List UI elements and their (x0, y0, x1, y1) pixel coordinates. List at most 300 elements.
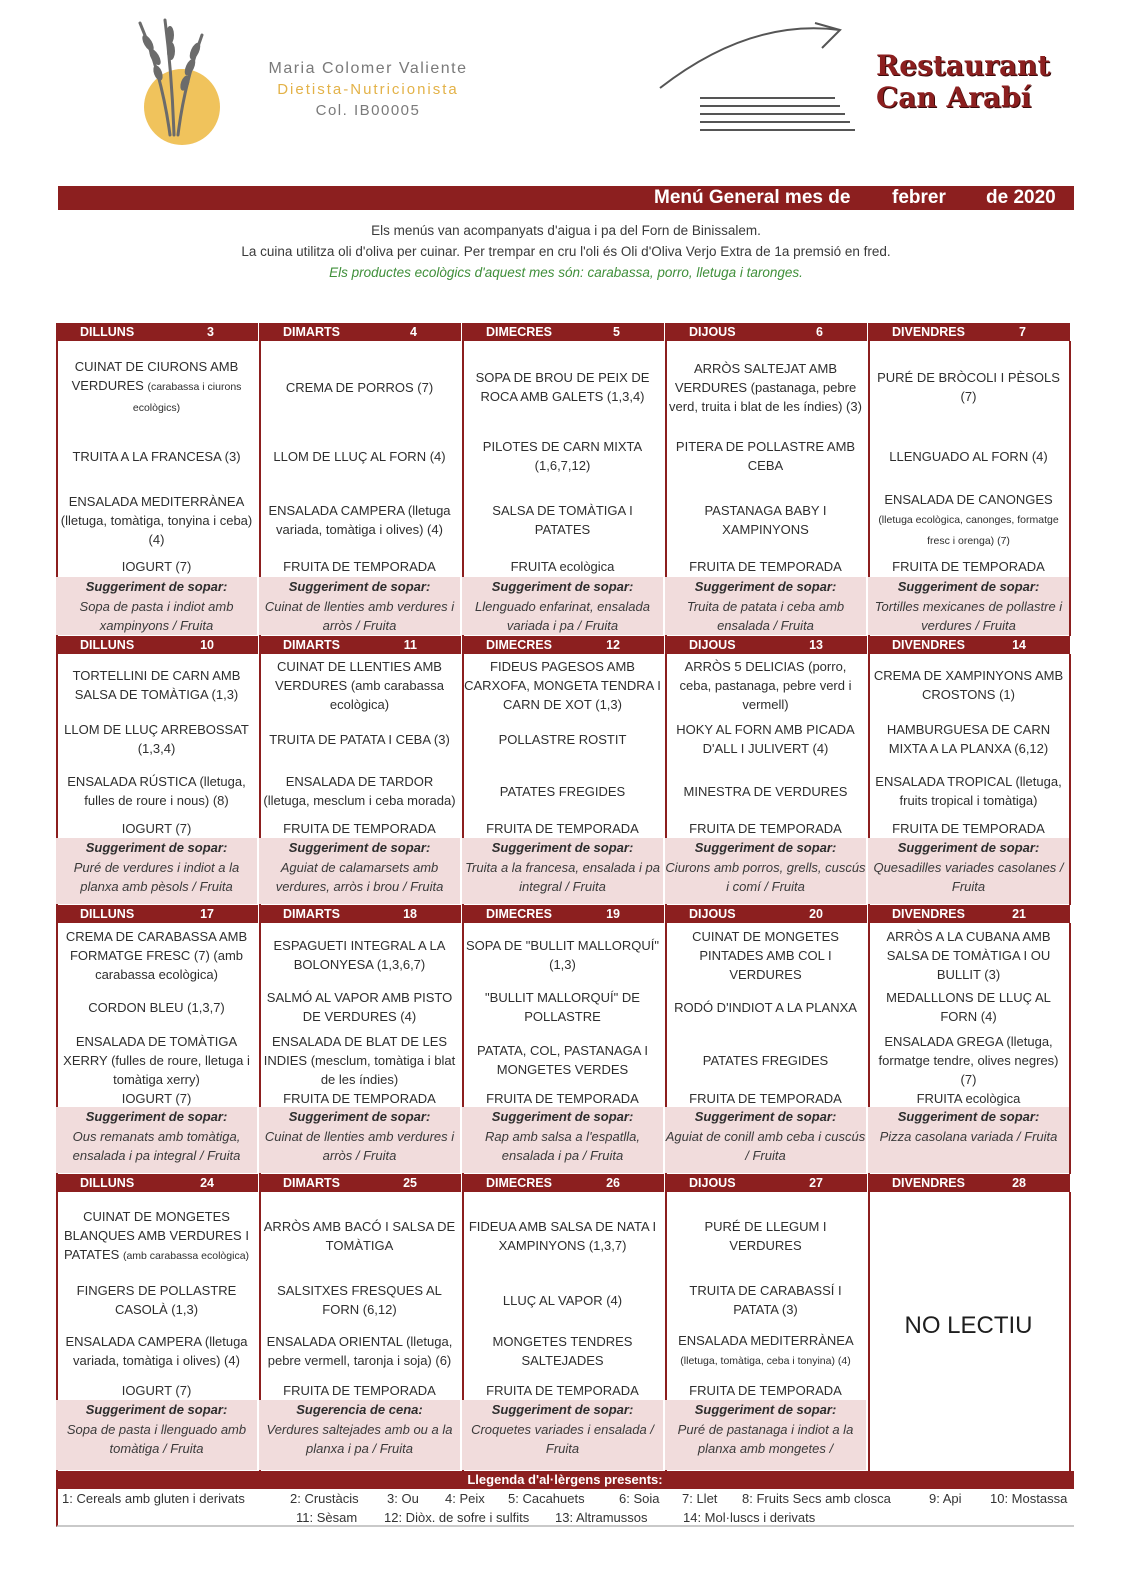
dessert (462, 818, 663, 838)
dish-text: HAMBURGUESA DE CARN MIXTA A LA PLANXA (6,12) (886, 722, 1051, 756)
day-name: DIMECRES (486, 638, 552, 652)
dish-3 (665, 764, 866, 818)
day-header (56, 905, 259, 923)
dinner-suggestion-text: Tortilles mexicanes de pollastre i verdures / Fruita (874, 599, 1063, 633)
day-date: 3 (207, 325, 214, 339)
dietitian-role: Dietista-Nutricionista (277, 81, 459, 98)
dish-text: POLLASTRE ROSTIT (498, 731, 627, 747)
day-date: 25 (403, 1176, 417, 1190)
dietitian-name: Maria Colomer Valiente (268, 60, 468, 77)
day-header (868, 1174, 1071, 1192)
dish-text: PILOTES DE CARN MIXTA (1,6,7,12) (482, 439, 643, 473)
dish-text-wrap (464, 1041, 661, 1079)
dish-text-wrap (703, 1051, 828, 1070)
dish-text-wrap (122, 1089, 192, 1108)
dish-text-wrap (917, 1089, 1021, 1108)
allergen-legend (56, 1489, 1074, 1527)
dish-text-wrap (122, 557, 192, 576)
dish-text-wrap (870, 1032, 1067, 1089)
dish-2 (56, 1278, 257, 1322)
day-header (462, 905, 665, 923)
menu-title-bar (58, 186, 1074, 210)
dish-text: PURÉ DE BRÒCOLI I PÈSOLS (7) (877, 370, 1060, 404)
dish-text: CUINAT DE MONGETES PINTADES AMB COL I VERDURES (692, 928, 839, 982)
day-header (462, 1174, 665, 1192)
dish-text-wrap (58, 720, 255, 758)
dish-note: (carabassa i ciurons ecològics) (132, 380, 242, 414)
dish-2 (259, 983, 460, 1031)
dish-1 (868, 925, 1069, 985)
dish-note: (lletuga ecològica, canonges, formatge fresc i orenga) (7) (878, 513, 1059, 547)
dish-3 (56, 1031, 257, 1089)
dish-2 (665, 983, 866, 1031)
dish-text: LLUÇ AL VAPOR (4) (502, 1292, 623, 1308)
dish-text-wrap (500, 782, 625, 801)
dish-text-wrap (667, 359, 864, 416)
dish-text-wrap (667, 501, 864, 539)
dish-3 (868, 764, 1069, 818)
dish-text-wrap (72, 447, 240, 466)
restaurant-name-line1: Restaurant (876, 49, 1051, 82)
dish-text: PURÉ DE LLEGUM I VERDURES (704, 1219, 827, 1253)
dish-text-wrap (870, 720, 1067, 758)
dish-text: ENSALADA CAMPERA (lletuga variada, tomàtiga i olives) (4) (268, 503, 451, 537)
dinner-suggestion-text: Truita de patata i ceba amb ensalada / Fruita (686, 599, 845, 633)
dish-text-wrap (58, 927, 255, 984)
day-column (56, 1174, 259, 1471)
dinner-suggestion (868, 577, 1069, 635)
dish-2 (462, 714, 663, 764)
day-date: 19 (606, 907, 620, 921)
dish-3 (462, 1031, 663, 1089)
dish-3 (462, 1322, 663, 1380)
dish-3 (259, 1322, 460, 1380)
dish-text-wrap (261, 772, 458, 810)
dinner-suggestion-heading: Suggeriment de sopar: (85, 1109, 228, 1124)
week-row (56, 1174, 1074, 1471)
legend-item: 9: Api (929, 1491, 962, 1506)
dish-text-wrap (892, 557, 1045, 576)
dinner-suggestion (868, 1107, 1069, 1173)
legend-item: 7: Llet (682, 1491, 718, 1506)
dinner-suggestion-text: Quesadilles variades casolanes / Fruita (873, 860, 1064, 894)
dish-text: ENSALADA ORIENTAL (lletuga, pebre vermell, taronja i soja) (6) (266, 1334, 453, 1368)
dish-text-wrap (58, 1332, 255, 1370)
dessert (665, 555, 866, 577)
dish-3 (259, 764, 460, 818)
dish-text: CUINAT DE MONGETES BLANQUES AMB VERDURES I PATATES (63, 1208, 249, 1262)
dietitian-license: Col. IB00005 (315, 102, 421, 119)
dish-text: PITERA DE POLLASTRE AMB CEBA (675, 439, 856, 473)
dinner-suggestion (56, 1400, 257, 1470)
day-name: DIMECRES (486, 325, 552, 339)
dish-text-wrap (58, 1032, 255, 1089)
day-header (462, 636, 665, 654)
dessert (56, 1380, 257, 1400)
day-name: DIMECRES (486, 907, 552, 921)
day-date: 27 (809, 1176, 823, 1190)
day-column (56, 636, 259, 905)
day-header (868, 905, 1071, 923)
dinner-suggestion-text: Aguiat de conill amb ceba i cuscús / Fruita (665, 1129, 866, 1163)
dinner-suggestion-text: Llenguado enfarinat, ensalada variada i pa / Fruita (475, 599, 650, 633)
dish-text-wrap (464, 1332, 661, 1370)
dish-text: TRUITA A LA FRANCESA (3) (72, 448, 241, 464)
dish-text: ENSALADA DE TARDOR (lletuga, mesclum i ceba morada) (263, 774, 456, 808)
dish-3 (462, 485, 663, 555)
legend-item: 11: Sèsam (296, 1510, 358, 1525)
legend-item: 13: Altramussos (555, 1510, 648, 1525)
dish-text: HOKY AL FORN AMB PICADA D'ALL I JULIVERT (4) (676, 722, 855, 756)
dish-text: FRUITA DE TEMPORADA (892, 820, 1045, 836)
dinner-suggestion-text: Sopa de pasta i indiot amb xampinyons / Fruita (79, 599, 234, 633)
dish-text-wrap (667, 927, 864, 984)
day-column (665, 905, 868, 1174)
dish-text-wrap (870, 666, 1067, 704)
restaurant-name-line2: Can Arabí (876, 81, 1032, 114)
dish-text: MEDALLLONS DE LLUÇ AL FORN (4) (886, 990, 1051, 1024)
dish-text: MINESTRA DE VERDURES (683, 783, 848, 799)
dish-text-wrap (486, 819, 639, 838)
wheat-logo-icon (110, 15, 230, 145)
day-date: 11 (403, 638, 417, 652)
dessert (665, 1089, 866, 1107)
dinner-suggestion (868, 838, 1069, 904)
dish-text-wrap (667, 720, 864, 758)
dish-text: ENSALADA GREGA (lletuga, formatge tendre, olives negres) (7) (878, 1033, 1059, 1087)
dish-text: FRUITA DE TEMPORADA (689, 1382, 842, 1398)
dish-text-wrap (464, 1217, 661, 1255)
dish-text-wrap (283, 557, 436, 576)
dish-text: FRUITA DE TEMPORADA (283, 1090, 436, 1106)
dish-1 (56, 925, 257, 985)
dish-text-wrap (464, 501, 661, 539)
dish-1 (665, 343, 866, 431)
dinner-suggestion (462, 1400, 663, 1470)
dish-text: FIDEUA AMB SALSA DE NATA I XAMPINYONS (1,3,7) (468, 1219, 657, 1253)
day-name: DIVENDRES (892, 325, 965, 339)
dish-text: ARRÒS 5 DELICIAS (porro, ceba, pastanaga, pebre verd i vermell) (679, 658, 852, 712)
day-header (665, 323, 868, 341)
day-header (665, 636, 868, 654)
dish-text: ESPAGUETI INTEGRAL A LA BOLONYESA (1,3,6,7) (273, 938, 446, 972)
dish-text-wrap (122, 1381, 192, 1400)
dish-2 (56, 714, 257, 764)
dish-2 (56, 983, 257, 1031)
dish-text: CREMA DE XAMPINYONS AMB CROSTONS (1) (873, 668, 1064, 702)
dish-text-wrap (88, 998, 225, 1017)
dessert (665, 818, 866, 838)
dessert (56, 818, 257, 838)
dinner-suggestion (462, 1107, 663, 1173)
dish-2 (868, 714, 1069, 764)
dinner-suggestion (462, 838, 663, 904)
dish-text-wrap (499, 730, 627, 749)
dish-text-wrap (464, 988, 661, 1026)
dish-1 (56, 656, 257, 714)
dish-text: PATATES FREGIDES (499, 783, 626, 799)
legend-item: 3: Ou (387, 1491, 419, 1506)
day-header (259, 905, 462, 923)
day-date: 17 (200, 907, 214, 921)
dish-text: FINGERS DE POLLASTRE CASOLÀ (1,3) (76, 1283, 237, 1317)
dish-text: IOGURT (7) (121, 1382, 192, 1398)
dish-text-wrap (261, 1281, 458, 1319)
dish-text: FRUITA DE TEMPORADA (486, 1382, 639, 1398)
dessert (56, 555, 257, 577)
day-name: DILLUNS (80, 1176, 135, 1190)
dessert (868, 818, 1069, 838)
dinner-suggestion-text: Croquetes variades i ensalada / Fruita (471, 1422, 654, 1456)
dinner-suggestion (462, 577, 663, 635)
week-row (56, 636, 1074, 905)
dish-text-wrap (870, 927, 1067, 984)
dish-text: ARRÒS A LA CUBANA AMB SALSA DE TOMÀTIGA I OU BULLIT (3) (886, 928, 1051, 982)
dish-3 (868, 485, 1069, 555)
menu-month: febrer (892, 187, 946, 208)
dinner-suggestion-heading: Suggeriment de sopar: (288, 840, 431, 855)
dish-3 (56, 764, 257, 818)
dish-text: ARRÒS AMB BACÓ I SALSA DE TOMÀTIGA (263, 1219, 456, 1253)
dish-2 (665, 714, 866, 764)
day-column (462, 905, 665, 1174)
day-column (665, 636, 868, 905)
dinner-suggestion-heading: Suggeriment de sopar: (491, 1109, 634, 1124)
dinner-suggestion-text: Ous remanats amb tomàtiga, ensalada i pa integral / Fruita (72, 1129, 241, 1163)
day-name: DIJOUS (689, 1176, 736, 1190)
dish-text-wrap (261, 501, 458, 539)
dish-2 (462, 427, 663, 485)
legend-item: 12: Diòx. de sofre i sulfits (384, 1510, 530, 1525)
dish-text: PATATES FREGIDES (702, 1052, 829, 1068)
dinner-suggestion-heading: Suggeriment de sopar: (288, 1109, 431, 1124)
day-date: 10 (200, 638, 214, 652)
dinner-suggestion (56, 838, 257, 904)
dinner-suggestion (259, 838, 460, 904)
dish-text-wrap (261, 936, 458, 974)
dessert (259, 555, 460, 577)
day-date: 28 (1012, 1176, 1026, 1190)
dish-text: FRUITA DE TEMPORADA (486, 820, 639, 836)
dinner-suggestion-heading: Suggeriment de sopar: (491, 579, 634, 594)
dinner-suggestion-heading: Suggeriment de sopar: (694, 1402, 837, 1417)
day-date: 20 (809, 907, 823, 921)
dinner-suggestion-text: Truita a la francesa, ensalada i pa integral / Fruita (465, 860, 660, 894)
dish-text: SALMÓ AL VAPOR AMB PISTO DE VERDURES (4) (266, 990, 453, 1024)
day-name: DILLUNS (80, 907, 135, 921)
dish-text-wrap (667, 1281, 864, 1319)
page-header (0, 0, 1134, 180)
legend-item: 14: Mol·luscs i derivats (683, 1510, 816, 1525)
dish-text: FRUITA ecològica (510, 558, 615, 574)
day-name: DILLUNS (80, 638, 135, 652)
day-header (665, 905, 868, 923)
dish-text-wrap (511, 557, 615, 576)
day-name: DIMARTS (283, 638, 340, 652)
dish-text: FRUITA DE TEMPORADA (689, 558, 842, 574)
dish-text: PATATA, COL, PASTANAGA I MONGETES VERDES (477, 1043, 648, 1077)
dish-text: LLENGUADO AL FORN (4) (889, 448, 1048, 464)
dish-text: TRUITA DE PATATA I CEBA (3) (269, 731, 450, 747)
dish-text: TRUITA DE CARABASSÍ I PATATA (3) (689, 1283, 842, 1317)
dish-text-wrap (464, 437, 661, 475)
dinner-suggestion-heading: Suggeriment de sopar: (85, 840, 228, 855)
dessert (868, 555, 1069, 577)
day-date: 13 (809, 638, 823, 652)
dinner-suggestion-heading: Suggeriment de sopar: (897, 579, 1040, 594)
dish-1 (56, 343, 257, 431)
dish-1 (259, 1194, 460, 1278)
dinner-suggestion (665, 1400, 866, 1470)
dish-text-wrap (486, 1089, 639, 1108)
dish-text-wrap (58, 772, 255, 810)
day-header (56, 1174, 259, 1192)
dish-text-wrap (689, 1089, 842, 1108)
day-name: DIVENDRES (892, 1176, 965, 1190)
dish-text: CORDON BLEU (1,3,7) (88, 999, 225, 1015)
day-date: 12 (606, 638, 620, 652)
legend-item: 10: Mostassa (990, 1491, 1068, 1506)
dish-text-wrap (269, 730, 450, 749)
dinner-suggestion-heading: Suggeriment de sopar: (897, 1109, 1040, 1124)
legend-item: 4: Peix (445, 1491, 485, 1506)
dish-1 (259, 656, 460, 714)
dish-3 (665, 1322, 866, 1380)
legend-item: 5: Cacahuets (508, 1491, 585, 1506)
day-date: 4 (410, 325, 417, 339)
dish-text: FRUITA DE TEMPORADA (689, 1090, 842, 1106)
dish-text-wrap (58, 1207, 255, 1266)
dish-1 (462, 656, 663, 714)
dish-text: FIDEUS PAGESOS AMB CARXOFA, MONGETA TENDRA I CARN DE XOT (1,3) (464, 658, 661, 712)
dinner-suggestion-text: Rap amb salsa a l'espatlla, ensalada i pa / Fruita (485, 1129, 640, 1163)
day-date: 18 (403, 907, 417, 921)
day-name: DIJOUS (689, 907, 736, 921)
dish-2 (665, 1278, 866, 1322)
dinner-suggestion-text: Cuinat de llenties amb verdures i arròs / Fruita (264, 1129, 455, 1163)
dish-text-wrap (464, 368, 661, 406)
day-column (462, 636, 665, 905)
dinner-suggestion-heading: Sugerencia de cena: (296, 1402, 423, 1417)
dish-text: ARRÒS SALTEJAT AMB VERDURES (pastanaga, pebre verd, truita i blat de les índies) (3) (669, 360, 862, 414)
dish-text: ENSALADA DE BLAT DE LES INDIES (mesclum, tomàtiga i blat de les índies) (263, 1033, 456, 1087)
dish-text: FRUITA DE TEMPORADA (892, 558, 1045, 574)
dish-text-wrap (122, 819, 192, 838)
dish-2 (868, 427, 1069, 485)
legend-row-1 (58, 1489, 1074, 1508)
dinner-suggestion (56, 577, 257, 635)
day-column (259, 1174, 462, 1471)
dinner-suggestion-text: Aguiat de calamarsets amb verdures, arròs i brou / Fruita (275, 860, 444, 894)
dinner-suggestion-text: Pizza casolana variada / Fruita (879, 1129, 1058, 1144)
dish-2 (56, 427, 257, 485)
dessert (56, 1089, 257, 1107)
day-header (259, 1174, 462, 1192)
dish-text-wrap (58, 666, 255, 704)
dinner-suggestion-heading: Suggeriment de sopar: (491, 1402, 634, 1417)
week-row (56, 905, 1074, 1174)
dish-text: TORTELLINI DE CARN AMB SALSA DE TOMÀTIGA (1,3) (72, 668, 241, 702)
dish-text: MONGETES TENDRES SALTEJADES (492, 1334, 633, 1368)
day-header (56, 323, 259, 341)
day-column (462, 1174, 665, 1471)
dish-text: CUINAT DE CIURONS AMB VERDURES (71, 358, 239, 393)
dish-3 (462, 764, 663, 818)
restaurant-logo-icon (640, 18, 880, 138)
day-column (259, 636, 462, 905)
dietitian-info (238, 58, 498, 121)
dish-text: SOPA DE BROU DE PEIX DE ROCA AMB GALETS (1,3,4) (475, 370, 650, 404)
dish-text: ENSALADA CAMPERA (lletuga variada, tomàtiga i olives) (4) (65, 1334, 248, 1368)
dish-text: ENSALADA DE CANONGES (884, 491, 1053, 507)
legend-item: 2: Crustàcis (290, 1491, 359, 1506)
week-row (56, 323, 1074, 636)
dish-2 (665, 427, 866, 485)
dinner-suggestion-text: Sopa de pasta i llenguado amb tomàtiga / Fruita (66, 1422, 247, 1456)
dish-text: CUINAT DE LLENTIES AMB VERDURES (amb carabassa ecològica) (274, 658, 445, 712)
dish-text: SALSA DE TOMÀTIGA I PATATES (492, 503, 633, 537)
dish-text-wrap (870, 490, 1067, 551)
day-column (868, 1174, 1071, 1471)
dish-text: FRUITA DE TEMPORADA (283, 558, 436, 574)
dish-text-wrap (667, 1217, 864, 1255)
no-lectiu-label: NO LECTIU (904, 1312, 1033, 1339)
dish-text-wrap (870, 988, 1067, 1026)
dish-text-wrap (689, 557, 842, 576)
dinner-suggestion (259, 577, 460, 635)
dinner-suggestion-heading: Suggeriment de sopar: (491, 840, 634, 855)
dish-text: CREMA DE PORROS (7) (285, 379, 434, 395)
dish-3 (56, 485, 257, 555)
day-date: 7 (1019, 325, 1026, 339)
dessert (462, 1089, 663, 1107)
dinner-suggestion (665, 1107, 866, 1173)
dish-text-wrap (503, 1291, 622, 1310)
dish-3 (665, 1031, 866, 1089)
dessert (259, 1380, 460, 1400)
dish-text: ENSALADA MEDITERRÀNEA (lletuga, tomàtiga, tonyina i ceba) (4) (60, 493, 253, 547)
day-header (259, 323, 462, 341)
dinner-suggestion-heading: Suggeriment de sopar: (694, 579, 837, 594)
dish-1 (665, 925, 866, 985)
dish-1 (868, 656, 1069, 714)
dish-text-wrap (261, 1032, 458, 1089)
legend-title: Llegenda d'al·lèrgens presents: (56, 1471, 1074, 1489)
dish-text-wrap (283, 1381, 436, 1400)
day-date: 21 (1012, 907, 1026, 921)
dish-1 (462, 925, 663, 985)
dinner-suggestion-text: Puré de pastanaga i indiot a la planxa amb mongetes / (677, 1422, 854, 1456)
dish-text-wrap (892, 819, 1045, 838)
dish-text: CREMA DE CARABASSA AMB FORMATGE FRESC (7) (amb carabassa ecològica) (65, 928, 248, 982)
dish-note: (lletuga, tomàtiga, ceba i tonyina) (4) (680, 1355, 851, 1367)
dish-text-wrap (464, 657, 661, 714)
day-column (665, 323, 868, 636)
dish-text-wrap (261, 988, 458, 1026)
intro-line-1: Els menús van acompanyats d'aigua i pa del Forn de Binissalem. (371, 223, 761, 238)
dish-text: ENSALADA TROPICAL (lletuga, fruits tropical i tomàtiga) (875, 774, 1062, 808)
day-column (56, 905, 259, 1174)
dinner-suggestion-heading: Suggeriment de sopar: (85, 579, 228, 594)
dish-text-wrap (261, 1217, 458, 1255)
dish-3 (868, 1031, 1069, 1089)
dish-text: FRUITA ecològica (916, 1090, 1021, 1106)
day-name: DIJOUS (689, 638, 736, 652)
dinner-suggestion (665, 838, 866, 904)
dish-3 (56, 1322, 257, 1380)
day-column (868, 905, 1071, 1174)
dessert (665, 1380, 866, 1400)
